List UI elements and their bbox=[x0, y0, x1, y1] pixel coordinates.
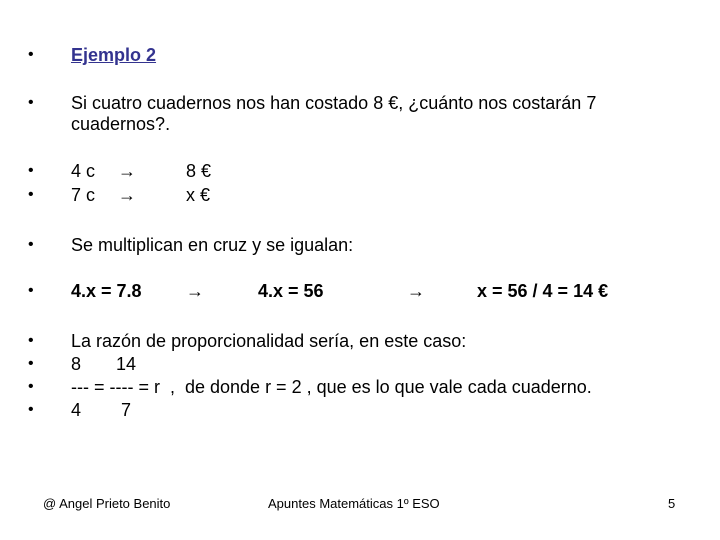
row1-price: 8 € bbox=[186, 161, 212, 181]
method-text: Se multiplican en cruz y se igualan: bbox=[71, 235, 354, 255]
bullet-marker: • bbox=[28, 186, 34, 203]
row1-quantity: 4 c bbox=[71, 161, 96, 181]
bullet-marker: • bbox=[28, 355, 34, 372]
right-arrow-icon: → bbox=[118, 185, 136, 205]
bullet-marker: • bbox=[28, 378, 34, 395]
bullet-marker: • bbox=[28, 282, 34, 299]
ratio-denominators: 4 7 bbox=[71, 400, 132, 420]
problem-statement-line2: cuadernos?. bbox=[71, 114, 171, 134]
slide-title: Ejemplo 2 bbox=[71, 45, 157, 65]
ratio-intro: La razón de proporcionalidad sería, en este caso: bbox=[71, 331, 467, 351]
problem-statement-line1: Si cuatro cuadernos nos han costado 8 €, ¿cuánto nos costarán 7 bbox=[71, 93, 597, 113]
bullet-marker: • bbox=[28, 401, 34, 418]
equation-step2: 4.x = 56 bbox=[258, 281, 324, 301]
equation-step3: x = 56 / 4 = 14 € bbox=[477, 281, 609, 301]
bullet-marker: • bbox=[28, 332, 34, 349]
bullet-marker: • bbox=[28, 46, 34, 63]
row2-price: x € bbox=[186, 185, 211, 205]
footer-author: @ Angel Prieto Benito bbox=[43, 496, 171, 511]
ratio-numerators: 8 14 bbox=[71, 354, 137, 374]
bullet-marker: • bbox=[28, 236, 34, 253]
right-arrow-icon: → bbox=[186, 281, 204, 301]
bullet-marker: • bbox=[28, 94, 34, 111]
footer-course: Apuntes Matemáticas 1º ESO bbox=[268, 496, 440, 511]
right-arrow-icon: → bbox=[407, 281, 425, 301]
row2-quantity: 7 c bbox=[71, 185, 96, 205]
equation-step1: 4.x = 7.8 bbox=[71, 281, 142, 301]
right-arrow-icon: → bbox=[118, 161, 136, 181]
footer-page-number: 5 bbox=[668, 496, 676, 511]
ratio-fraction-line: --- = ---- = r , de donde r = 2 , que es lo que vale cada cuaderno. bbox=[71, 377, 592, 397]
bullet-marker: • bbox=[28, 162, 34, 179]
